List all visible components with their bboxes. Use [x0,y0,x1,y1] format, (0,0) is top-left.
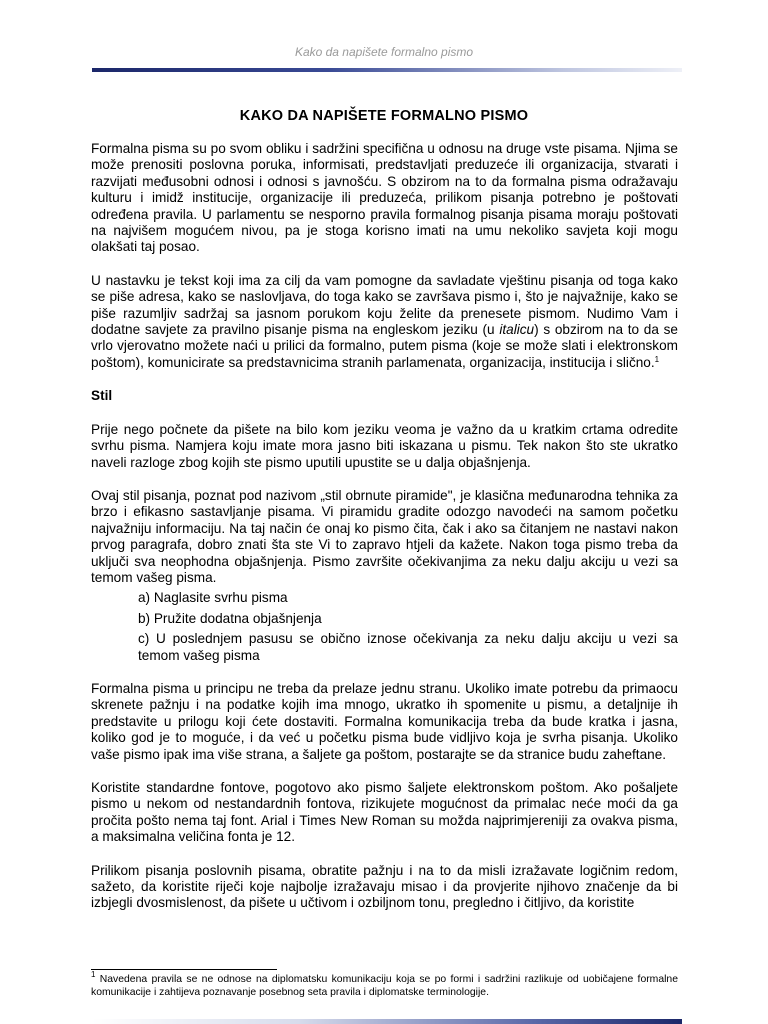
list-item: a) Naglasite svrhu pisma [138,590,288,606]
paragraph-style-intro: Prije nego počnete da pišete na bilo kom jeziku veoma je važno da u kratkim crtama odredite svrhu pisma. Namjera koju imate mora jasno biti iskazana u pismu. Tek nakon što ste ukratko naveli razloge zbog kojih ste pismo uputili upustite se u dalja objašnjenja. [91,421,678,470]
paragraph-clarity: Prilikom pisanja poslovnih pisama, obratite pažnju i na to da misli izražavate logičnim redom, sažeto, da koristite riječi koje najbolje izražavaju misao i da provjerite njihovo značenje da bi izbjegli dvosmislenost, da pišete u učtivom i ozbiljnom tonu, pregledno i čitljivo, da koristite [91,862,678,911]
paragraph-purpose [91,273,678,371]
paragraph-purpose-text-a: U nastavku je tekst koji ima za cilj da vam pomogne da savladate vještinu pisanja od toga kako se piše adresa, kako se naslovljava, do toga kako se završava pismo i, što je najvažnije, kako se piše razumljiv sadržaj sa jasnom porukom koju želite da prenesete pismom. Nudimo Vam i dodatne savjete za pravilno pisanje pisma na engleskom jeziku (u [91,272,678,338]
section-heading-stil: Stil [91,388,113,404]
italic-word: italicu [499,322,535,338]
footnote-text: Navedena pravila se ne odnose na diplomatsku komunikaciju koja se po formi i sadržini razlikuje od uobičajene formalne komunikacije i zahtijeva poznavanje posebnog seta pravila i diplomatske terminologije. [91,974,678,998]
footnote [91,970,678,999]
footnote-number: 1 [91,970,96,979]
paragraph-fonts: Koristite standardne fontove, pogotovo ako pismo šaljete elektronskom poštom. Ako pošaljete pismo u nekom od nestandardnih fontova, rizikujete mogućnost da primalac neće moći da ga pročita pošto nema taj font. Arial i Times New Roman su možda najprimjereniji za ovakva pisma, a maksimalna veličina fonta je 12. [91,780,678,845]
list-item: c) U poslednjem pasusu se obično iznose očekivanja za neku dalju akciju u vezi sa temom vašeg pisma [138,631,678,663]
document-title: KAKO DA NAPIŠETE FORMALNO PISMO [239,108,529,124]
document-body [91,141,678,929]
pyramid-steps-list [138,590,678,664]
paragraph-inverted-pyramid: Ovaj stil pisanja, poznat pod nazivom „stil obrnute piramide", je klasična međunarodna tehnika za brzo i efikasno sastavljanje pisama. Vi piramidu gradite odozgo navodeći na samom početku najvažniju informaciju. Na taj način će onaj ko pismo čita, čak i ako sa čitanjem ne nastavi nakon prvog paragrafa, dobro znati šta ste Vi to zapravo htjeli da kažete. Nakon toga pismo treba da uključi sva neophodna objašnjenja. Pismo završite očekivanjima za neku dalju akciju u vezi sa temom vašeg pisma. [91,487,678,585]
footnote-separator [91,969,277,970]
paragraph-length: Formalna pisma u principu ne treba da prelaze jednu stranu. Ukoliko imate potrebu da primaocu skrenete pažnju i na podatke kojih ima mnogo, ukratko ih spomenite u pismu, a detaljnije ih predstavite u prilogu koji ćete dostaviti. Formalna komunikacija treba da bude kratka i jasna, koliko god je to moguće, i da već u početku pisma bude vidljivo koja je svrha pisanja. Ukoliko vaše pismo ipak ima više strana, a šaljete ga poštom, postarajte se da stranice budu zaheftane. [91,680,678,762]
header-rule [92,68,682,72]
paragraph-intro: Formalna pisma su po svom obliku i sadržini specifična u odnosu na druge vste pisama. Njima se može prenositi poslovna poruka, informisati, predstavljati preduzeće ili organizacija, stvarati i razvijati međusobni odnosi i odnosi s javnošću. S obzirom na to da formalna pisma odražavaju kulturu i imidž institucije, organizacije ili preduzeća, prilikom pisanja potrebno je poštovati određena pravila. U parlamentu se nesporno pravila formalnog pisanja pisama moraju poštovati na najvišem mogućem nivou, pa je stoga korisno imati na umu nekoliko savjeta koji mogu olakšati taj posao. [91,141,678,255]
list-item: b) Pružite dodatna objašnjenja [138,610,322,626]
paragraph-purpose-text-b: ) s obzirom na to da se vrlo vjerovatno možete naći u prilici da formalno, putem pisma (koje se može slati i elektronskom poštom), komunicirate sa predstavnicima stranih parlamenata, organizacija, institucija i slično. [91,322,678,370]
footer-rule [92,1019,682,1024]
running-header: Kako da napišete formalno pismo [294,45,474,59]
footnote-reference: 1 [654,354,660,364]
